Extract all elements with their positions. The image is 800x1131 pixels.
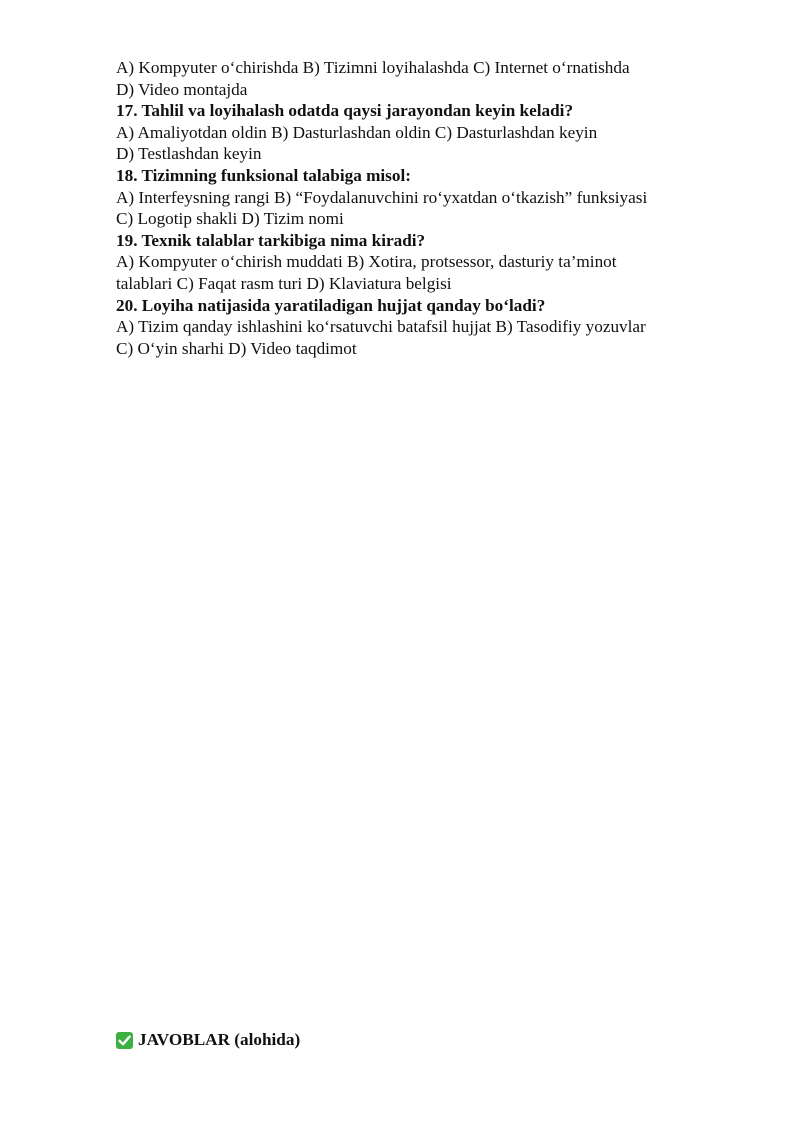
check-mark-button-icon: [116, 1032, 133, 1049]
option-line: C) O‘yin sharhi D) Video taqdimot: [116, 338, 357, 358]
document-body: [116, 57, 736, 359]
option-line: A) Interfeysning rangi B) “Foydalanuvchini ro‘yxatdan o‘tkazish” funksiyasi: [116, 187, 648, 207]
option-line: D) Testlashdan keyin: [116, 144, 262, 164]
option-line: A) Kompyuter o‘chirish muddati B) Xotira, protsessor, dasturiy ta’minot: [116, 252, 617, 272]
option-line: A) Amaliyotdan oldin B) Dasturlashdan oldin C) Dasturlashdan keyin: [116, 122, 598, 142]
option-line: talablari C) Faqat rasm turi D) Klaviatura belgisi: [116, 273, 452, 293]
answers-heading: [116, 1029, 300, 1051]
option-line: A) Tizim qanday ishlashini ko‘rsatuvchi batafsil hujjat B) Tasodifiy yozuvlar: [116, 317, 646, 337]
option-line: A) Kompyuter o‘chirishda B) Tizimni loyihalashda C) Internet o‘rnatishda: [116, 58, 630, 77]
answers-heading-label: JAVOBLAR (alohida): [138, 1030, 301, 1049]
question-17: 17. Tahlil va loyihalash odatda qaysi jarayondan keyin keladi?: [116, 101, 574, 121]
question-18: 18. Tizimning funksional talabiga misol:: [116, 165, 411, 185]
question-19: 19. Texnik talablar tarkibiga nima kiradi?: [116, 230, 426, 250]
question-20: 20. Loyiha natijasida yaratiladigan hujjat qanday bo‘ladi?: [116, 295, 546, 315]
option-line: C) Logotip shakli D) Tizim nomi: [116, 209, 344, 229]
option-line: D) Video montajda: [116, 79, 248, 99]
